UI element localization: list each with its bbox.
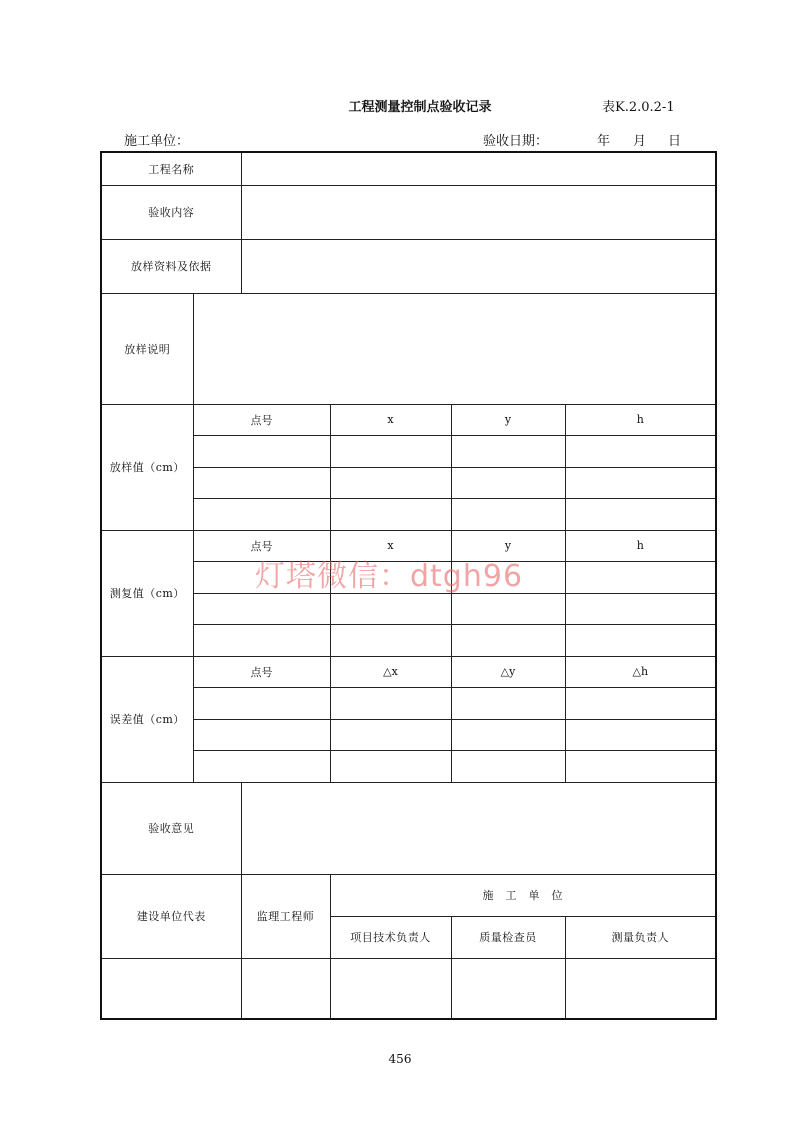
col-h: h — [565, 530, 716, 561]
col-point-no: 点号 — [193, 404, 330, 435]
cell-input[interactable] — [193, 750, 330, 782]
cell-input[interactable] — [330, 624, 451, 656]
table-row — [101, 719, 716, 750]
col-point-no: 点号 — [193, 656, 330, 687]
cell-input[interactable] — [330, 435, 451, 467]
cell-input[interactable] — [565, 624, 716, 656]
table-row — [101, 750, 716, 782]
cell-input[interactable] — [193, 719, 330, 750]
date-year: 年 — [597, 134, 611, 149]
cell-input[interactable] — [330, 750, 451, 782]
project-name-field[interactable] — [241, 152, 716, 185]
table-number: 表K.2.0.2-1 — [602, 100, 675, 115]
owner-rep-label: 建设单位代表 — [101, 874, 241, 958]
cell-input[interactable] — [565, 719, 716, 750]
cell-input[interactable] — [451, 593, 565, 624]
row-acceptance-opinion — [101, 782, 716, 874]
cell-input[interactable] — [330, 467, 451, 498]
cell-input[interactable] — [565, 687, 716, 719]
construction-unit-label: 施工单位： — [124, 134, 190, 149]
signature-header-row — [101, 874, 716, 916]
row-layout-description — [101, 293, 716, 404]
cell-input[interactable] — [565, 561, 716, 593]
retest-value-label: 测复值（cm） — [101, 530, 193, 656]
col-dx: △x — [330, 656, 451, 687]
tech-lead-signature[interactable] — [330, 958, 451, 1019]
table-row — [101, 435, 716, 467]
acceptance-date-label: 验收日期： — [483, 134, 549, 149]
acceptance-opinion-label: 验收意见 — [101, 782, 241, 874]
owner-rep-signature[interactable] — [101, 958, 241, 1019]
col-x: x — [330, 404, 451, 435]
cell-input[interactable] — [193, 687, 330, 719]
cell-input[interactable] — [451, 687, 565, 719]
acceptance-opinion-field[interactable] — [241, 782, 716, 874]
cell-input[interactable] — [565, 467, 716, 498]
table-row — [101, 498, 716, 530]
row-acceptance-content — [101, 185, 716, 239]
cell-input[interactable] — [451, 498, 565, 530]
cell-input[interactable] — [193, 624, 330, 656]
layout-basis-field[interactable] — [241, 239, 716, 293]
col-y: y — [451, 530, 565, 561]
col-point-no: 点号 — [193, 530, 330, 561]
error-value-header-row — [101, 656, 716, 687]
acceptance-content-field[interactable] — [241, 185, 716, 239]
construction-unit-header: 施 工 单 位 — [330, 874, 716, 916]
cell-input[interactable] — [565, 498, 716, 530]
date-month: 月 — [633, 134, 647, 149]
page-number: 456 — [388, 1052, 412, 1066]
cell-input[interactable] — [451, 719, 565, 750]
col-dy: △y — [451, 656, 565, 687]
supervisor-signature[interactable] — [241, 958, 330, 1019]
project-name-label: 工程名称 — [101, 152, 241, 185]
acceptance-content-label: 验收内容 — [101, 185, 241, 239]
table-row — [101, 624, 716, 656]
row-project-name — [101, 152, 716, 185]
cell-input[interactable] — [451, 467, 565, 498]
cell-input[interactable] — [330, 593, 451, 624]
layout-value-header-row — [101, 404, 716, 435]
layout-basis-label: 放样资料及依据 — [101, 239, 241, 293]
cell-input[interactable] — [451, 750, 565, 782]
date-day: 日 — [668, 134, 682, 149]
row-layout-basis — [101, 239, 716, 293]
cell-input[interactable] — [330, 498, 451, 530]
error-value-label: 误差值（cm） — [101, 656, 193, 782]
col-x: x — [330, 530, 451, 561]
supervisor-label: 监理工程师 — [241, 874, 330, 958]
cell-input[interactable] — [451, 435, 565, 467]
qc-inspector-signature[interactable] — [451, 958, 565, 1019]
page-title: 工程测量控制点验收记录 — [348, 100, 492, 115]
table-row — [101, 467, 716, 498]
table-row — [101, 593, 716, 624]
col-dh: △h — [565, 656, 716, 687]
cell-input[interactable] — [565, 593, 716, 624]
cell-input[interactable] — [330, 687, 451, 719]
cell-input[interactable] — [330, 719, 451, 750]
col-h: h — [565, 404, 716, 435]
cell-input[interactable] — [193, 467, 330, 498]
watermark: 灯塔微信：dtgh96 — [255, 559, 524, 594]
signature-row — [101, 958, 716, 1019]
col-y: y — [451, 404, 565, 435]
layout-value-label: 放样值（cm） — [101, 404, 193, 530]
qc-inspector-label: 质量检查员 — [451, 916, 565, 958]
cell-input[interactable] — [451, 624, 565, 656]
survey-lead-signature[interactable] — [565, 958, 716, 1019]
survey-lead-label: 测量负责人 — [565, 916, 716, 958]
layout-description-label: 放样说明 — [101, 293, 193, 404]
cell-input[interactable] — [193, 498, 330, 530]
cell-input[interactable] — [565, 750, 716, 782]
cell-input[interactable] — [193, 593, 330, 624]
cell-input[interactable] — [565, 435, 716, 467]
table-row — [101, 687, 716, 719]
cell-input[interactable] — [193, 435, 330, 467]
layout-description-field[interactable] — [193, 293, 716, 404]
tech-lead-label: 项目技术负责人 — [330, 916, 451, 958]
